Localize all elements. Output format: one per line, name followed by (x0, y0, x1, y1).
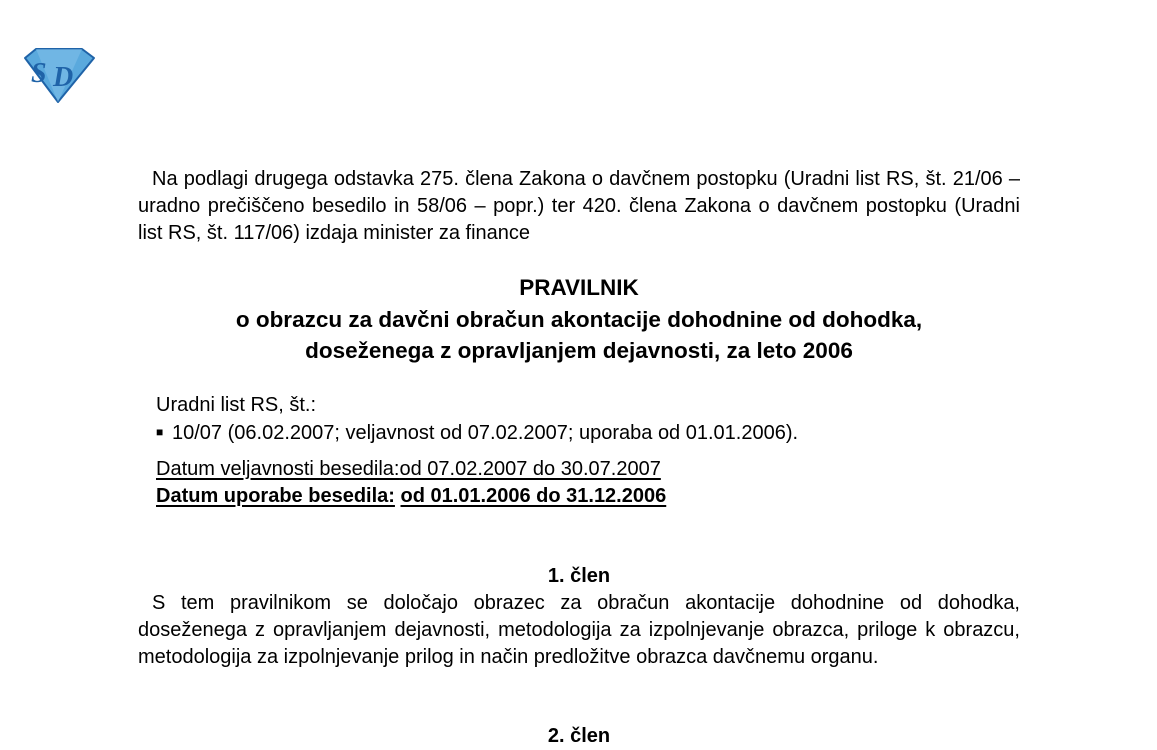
title-line-1: o obrazcu za davčni obračun akontacije dohodnine od dohodka, (235, 306, 923, 332)
document-title (138, 272, 1020, 367)
gazette-reference (156, 392, 798, 447)
intro-text: Na podlagi drugega odstavka 275. člena Zakona o davčnem postopku (Uradni list RS, št. 21/06 – uradno prečiščeno besedilo in 58/06 – popr.) ter 420. člena Zakona o davčnem postopku (Uradni list RS, št. 117/06) izdaja minister za finance (138, 168, 1020, 244)
title-line-2: doseženega z opravljanjem dejavnosti, za leto 2006 (305, 338, 853, 363)
usage-date-value: od 01.01.2006 do 31.12.2006 (400, 485, 667, 507)
validity-date-label: Datum veljavnosti besedila: (156, 458, 400, 480)
validity-date-value: od 07.02.2007 do 30.07.2007 (399, 458, 661, 480)
svg-text:S: S (31, 58, 47, 89)
usage-date-row (156, 483, 666, 510)
logo-icon (22, 48, 96, 104)
validity-date-row (156, 456, 666, 483)
gazette-entry-text: 10/07 (06.02.2007; veljavnost od 07.02.2007; uporaba od 01.01.2006). (172, 422, 799, 444)
article-1-heading: 1. člen (547, 565, 611, 587)
usage-date-label: Datum uporabe besedila: (156, 485, 395, 507)
text-dates (156, 456, 666, 510)
title-main: PRAVILNIK (519, 275, 639, 300)
intro-paragraph (138, 166, 1020, 247)
gazette-label: Uradni list RS, št.: (156, 394, 317, 416)
gazette-entry (156, 419, 798, 447)
article-2-heading: 2. člen (547, 725, 611, 747)
svg-text:D: D (53, 62, 74, 93)
article-1-text: S tem pravilnikom se določajo obrazec za obračun akontacije dohodnine od dohodka, doseženega z opravljanjem dejavnosti, metodologija za izpolnjevanje obrazca, priloge k obrazcu, metodologija za izpolnjevanje prilog in način predložitve obrazca davčnemu organu. (138, 592, 1020, 668)
bullet-icon: ■ (156, 425, 164, 439)
